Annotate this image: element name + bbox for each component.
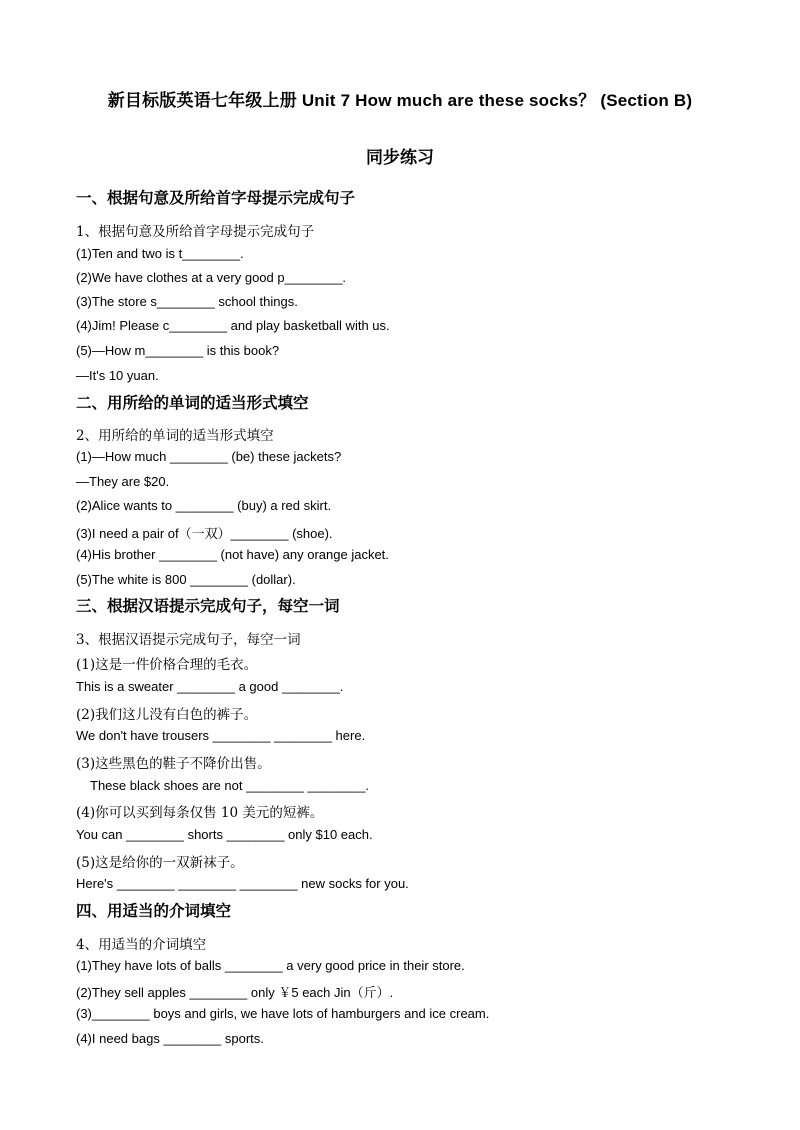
exercise-line: (4)His brother ________ (not have) any orange jacket. [76,547,389,562]
exercise-line: (2)We have clothes at a very good p________. [76,270,347,285]
exercise-line: (5)The white is 800 ________ (dollar). [76,572,296,587]
exercise-line-chinese: (3)这些黑色的鞋子不降价出售。 [76,756,271,772]
exercise-line: —They are $20. [76,474,170,489]
exercise-line: (3)I need a pair of（一双）________ (shoe). [76,526,333,541]
section-heading: 四、用适当的介词填空 [76,902,232,920]
exercise-line: You can ________ shorts ________ only $10 each. [76,827,373,842]
exercise-line: (4)I need bags ________ sports. [76,1031,264,1046]
exercise-line: (5)—How m________ is this book? [76,343,280,358]
exercise-line: These black shoes are not ________ ________. [90,778,369,793]
document-subtitle: 同步练习 [366,148,434,168]
exercise-line: Here's ________ ________ ________ new socks for you. [76,876,409,891]
section-instruction: 4、用适当的介词填空 [76,937,207,953]
exercise-line: (4)Jim! Please c________ and play basketball with us. [76,318,390,333]
exercise-line: (1)Ten and two is t________. [76,246,244,261]
exercise-line: (1)—How much ________ (be) these jackets? [76,449,342,464]
section-instruction: 3、根据汉语提示完成句子，每空一词 [76,632,301,648]
exercise-line: This is a sweater ________ a good ________. [76,679,344,694]
exercise-line-chinese: (5)这是给你的一双新袜子。 [76,855,244,871]
section-heading: 二、用所给的单词的适当形式填空 [76,394,309,412]
section-instruction: 2、用所给的单词的适当形式填空 [76,428,274,444]
document-title: 新目标版英语七年级上册 Unit 7 How much are these socks？ (Section B) [107,91,693,110]
exercise-line: —It's 10 yuan. [76,368,159,383]
exercise-line-chinese: (1)这是一件价格合理的毛衣。 [76,657,258,673]
section-heading: 一、根据句意及所给首字母提示完成句子 [76,189,356,207]
exercise-line: (2)They sell apples ________ only ￥5 each Jin（斤）. [76,985,394,1000]
exercise-line-chinese: (4)你可以买到每条仅售 10 美元的短裤。 [76,805,324,821]
exercise-line: We don't have trousers ________ ________ here. [76,728,366,743]
exercise-line: (1)They have lots of balls ________ a very good price in their store. [76,958,465,973]
exercise-line-chinese: (2)我们这儿没有白色的裤子。 [76,707,258,723]
exercise-line: (3)The store s________ school things. [76,294,298,309]
section-heading: 三、根据汉语提示完成句子，每空一词 [76,597,340,615]
exercise-line: (3)________ boys and girls, we have lots of hamburgers and ice cream. [76,1006,490,1021]
section-instruction: 1、根据句意及所给首字母提示完成句子 [76,224,315,240]
exercise-line: (2)Alice wants to ________ (buy) a red skirt. [76,498,332,513]
